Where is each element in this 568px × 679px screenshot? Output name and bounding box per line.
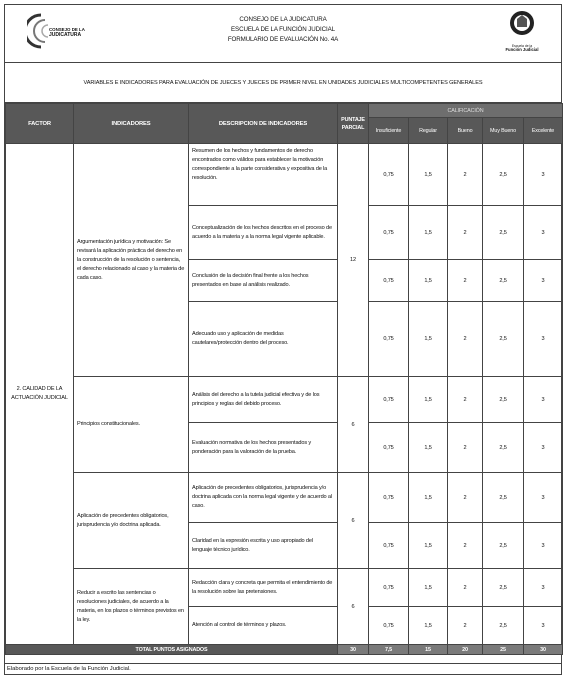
description-cell: Redacción clara y concreta que permita el entendimiento de la resolución sobre las pretensiones. — [189, 569, 338, 607]
score-cell: 1,5 — [409, 206, 448, 260]
description-cell: Análisis del derecho a la tutela judicial efectiva y de los principios y reglas del debido proceso. — [189, 377, 338, 423]
score-cell: 3 — [524, 607, 563, 645]
level-excelente: Excelente — [524, 118, 563, 144]
score-cell: 2 — [448, 473, 483, 523]
indicator-cell: Argumentación jurídica y motivación: Se revisará la aplicación práctica del derecho en la construcción de la resolución o sentencia, el derecho relacionado al caso y la materia de cada caso. — [74, 144, 189, 377]
score-cell: 0,75 — [369, 607, 409, 645]
score-cell: 1,5 — [409, 607, 448, 645]
header-line2: ESCUELA DE LA FUNCIÓN JUDICIAL — [231, 26, 335, 33]
consejo-judicatura-logo — [27, 9, 99, 53]
partial-score-cell: 6 — [338, 569, 369, 645]
score-cell: 2,5 — [483, 607, 524, 645]
score-cell: 3 — [524, 377, 563, 423]
score-cell: 3 — [524, 423, 563, 473]
score-cell: 3 — [524, 523, 563, 569]
table-row — [6, 377, 563, 423]
score-cell: 2 — [448, 377, 483, 423]
description-cell: Claridad en la expresión escrita y uso apropiado del lenguaje técnico jurídico. — [189, 523, 338, 569]
total-value: 15 — [409, 645, 448, 655]
score-cell: 3 — [524, 206, 563, 260]
evaluation-table — [5, 103, 563, 655]
total-value: 30 — [524, 645, 563, 655]
score-cell: 1,5 — [409, 302, 448, 377]
score-cell: 2 — [448, 607, 483, 645]
score-cell: 2 — [448, 260, 483, 302]
escuela-funcion-judicial-logo — [495, 9, 549, 59]
factor-cell: 2. CALIDAD DE LA ACTUACIÓN JUDICIAL — [6, 144, 74, 645]
score-cell: 2,5 — [483, 569, 524, 607]
score-cell: 1,5 — [409, 144, 448, 206]
header-line3: FORMULARIO DE EVALUACIÓN No. 4A — [227, 36, 339, 43]
score-cell: 2,5 — [483, 377, 524, 423]
score-cell: 2 — [448, 302, 483, 377]
score-cell: 2 — [448, 423, 483, 473]
form-header — [5, 5, 561, 63]
score-cell: 3 — [524, 302, 563, 377]
level-regular: Regular — [409, 118, 448, 144]
score-cell: 0,75 — [369, 377, 409, 423]
description-cell: Conceptualización de los hechos descritos en el proceso de acuerdo a la materia y a la norma legal vigente aplicable. — [189, 206, 338, 260]
score-cell: 3 — [524, 569, 563, 607]
table-row — [6, 473, 563, 523]
header-line1: CONSEJO DE LA JUDICATURA — [239, 16, 327, 23]
col-descripcion-header: DESCRIPCION DE INDICADORES — [189, 104, 338, 144]
score-cell: 2,5 — [483, 423, 524, 473]
description-cell: Aplicación de precedentes obligatorios, jurisprudencia y/o doctrina aplicada con la norma legal vigente y de acuerdo al caso. — [189, 473, 338, 523]
score-cell: 2 — [448, 569, 483, 607]
partial-score-cell: 12 — [338, 144, 369, 377]
level-insuficiente: Insuficiente — [369, 118, 409, 144]
score-cell: 2,5 — [483, 260, 524, 302]
indicator-cell: Reducir a escrito las sentencias o resoluciones judiciales, de acuerdo a la materia, en los plazos o términos previstos en la ley. — [74, 569, 189, 645]
score-cell: 1,5 — [409, 523, 448, 569]
score-cell: 0,75 — [369, 144, 409, 206]
score-cell: 3 — [524, 260, 563, 302]
col-factor-header: FACTOR — [6, 104, 74, 144]
score-cell: 2,5 — [483, 302, 524, 377]
total-value: 20 — [448, 645, 483, 655]
description-cell: Resumen de los hechos y fundamentos de derecho encontrados como válidos para establecer la motivación correspondiente a la parte considerativa y expositiva de la resolución. — [189, 144, 338, 206]
logo-right-text2: Función Judicial — [505, 47, 539, 52]
header-titles — [155, 15, 411, 45]
level-muy-bueno: Muy Bueno — [483, 118, 524, 144]
description-cell: Adecuado uso y aplicación de medidas cautelares/protección dentro del proceso. — [189, 302, 338, 377]
logo-left-text1: CONSEJO DE LA — [49, 27, 85, 32]
logo-right-text1: Escuela de la — [511, 44, 533, 48]
score-cell: 1,5 — [409, 569, 448, 607]
score-cell: 3 — [524, 144, 563, 206]
description-cell: Evaluación normativa de los hechos presentados y ponderación para la valoración de la prueba. — [189, 423, 338, 473]
partial-score-cell: 6 — [338, 473, 369, 569]
score-cell: 2 — [448, 144, 483, 206]
score-cell: 0,75 — [369, 206, 409, 260]
score-cell: 1,5 — [409, 473, 448, 523]
score-cell: 3 — [524, 473, 563, 523]
score-cell: 1,5 — [409, 423, 448, 473]
score-cell: 0,75 — [369, 569, 409, 607]
score-cell: 0,75 — [369, 260, 409, 302]
form-subtitle: VARIABLES E INDICADORES PARA EVALUACIÓN DE JUECES Y JUECES DE PRIMER NIVEL EN UNIDADES JUDICIALES MULTICOMPETENTES GENERALES — [5, 63, 561, 103]
total-value: 30 — [338, 645, 369, 655]
score-cell: 2,5 — [483, 473, 524, 523]
table-row — [6, 569, 563, 607]
score-cell: 0,75 — [369, 423, 409, 473]
evaluation-form — [4, 4, 562, 664]
score-cell: 0,75 — [369, 473, 409, 523]
indicator-cell: Principios constitucionales. — [74, 377, 189, 473]
score-cell: 0,75 — [369, 523, 409, 569]
description-cell: Atención al control de términos y plazos. — [189, 607, 338, 645]
score-cell: 2 — [448, 206, 483, 260]
total-value: 25 — [483, 645, 524, 655]
score-cell: 1,5 — [409, 260, 448, 302]
footer-note: Elaborado por la Escuela de la Función Judicial. — [4, 664, 562, 675]
score-cell: 2,5 — [483, 523, 524, 569]
partial-score-cell: 6 — [338, 377, 369, 473]
col-puntaje-header: PUNTAJE PARCIAL — [338, 104, 369, 144]
logo-left-text2: JUDICATURA — [49, 32, 82, 38]
score-cell: 2 — [448, 523, 483, 569]
level-bueno: Bueno — [448, 118, 483, 144]
score-cell: 1,5 — [409, 377, 448, 423]
score-cell: 0,75 — [369, 302, 409, 377]
total-value: 7,5 — [369, 645, 409, 655]
score-cell: 2,5 — [483, 206, 524, 260]
score-cell: 2,5 — [483, 144, 524, 206]
total-row — [6, 645, 563, 655]
table-row — [6, 144, 563, 206]
indicator-cell: Aplicación de precedentes obligatorios, jurisprudencia y/o doctrina aplicada. — [74, 473, 189, 569]
total-label: TOTAL PUNTOS ASIGNADOS — [6, 645, 338, 655]
col-calificacion-header: CALIFICACIÓN — [369, 104, 563, 118]
col-indicadores-header: INDICADORES — [74, 104, 189, 144]
description-cell: Conclusión de la decisión final frente a los hechos presentados en base al análisis realizado. — [189, 260, 338, 302]
